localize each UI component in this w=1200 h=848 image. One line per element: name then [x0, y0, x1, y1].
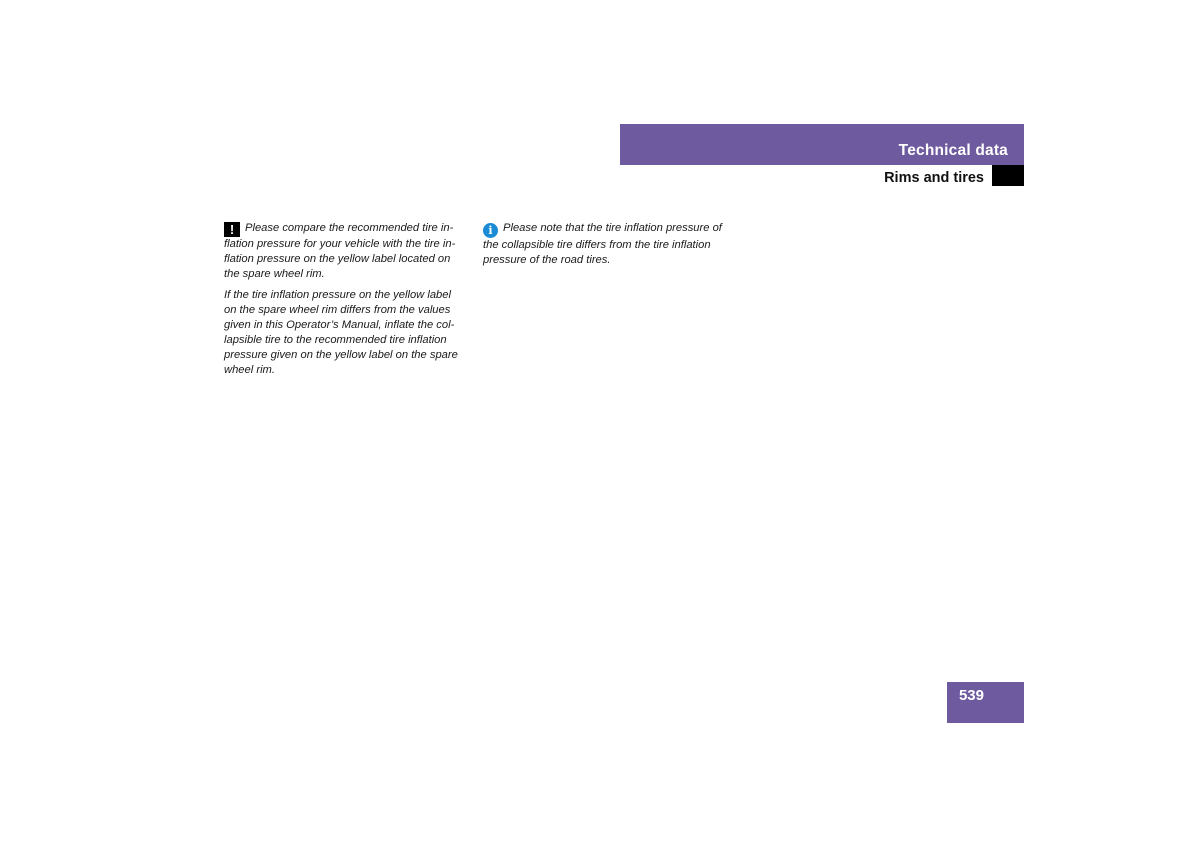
section-header-bar	[620, 124, 1024, 165]
page-number: 539	[958, 687, 984, 704]
right-column	[483, 221, 727, 274]
subsection-title: Rims and tires	[884, 170, 984, 186]
info-text: Please note that the tire inflation pressure of the collapsible tire differs from the tire inflation pressure of the road tires.	[483, 222, 722, 266]
info-note	[483, 221, 727, 268]
warning-text: Please compare the recommended tire in-flation pressure for your vehicle with the tire in-flation pressure on the yellow label located on the spare wheel rim.	[224, 222, 456, 280]
warning-icon: !	[224, 222, 240, 237]
subsection-header	[620, 165, 1024, 186]
left-column	[224, 221, 464, 384]
page-number-box	[947, 682, 1024, 723]
section-title: Technical data	[898, 142, 1008, 159]
warning-note	[224, 221, 464, 282]
info-icon: i	[483, 223, 498, 238]
section-tab-marker	[992, 165, 1024, 186]
body-paragraph: If the tire inflation pressure on the yellow label on the spare wheel rim differs from the values given in this Operator’s Manual, inflate the col-lapsible tire to the recommended tire inflation pressure given on the yellow label on the spare wheel rim.	[224, 289, 458, 376]
